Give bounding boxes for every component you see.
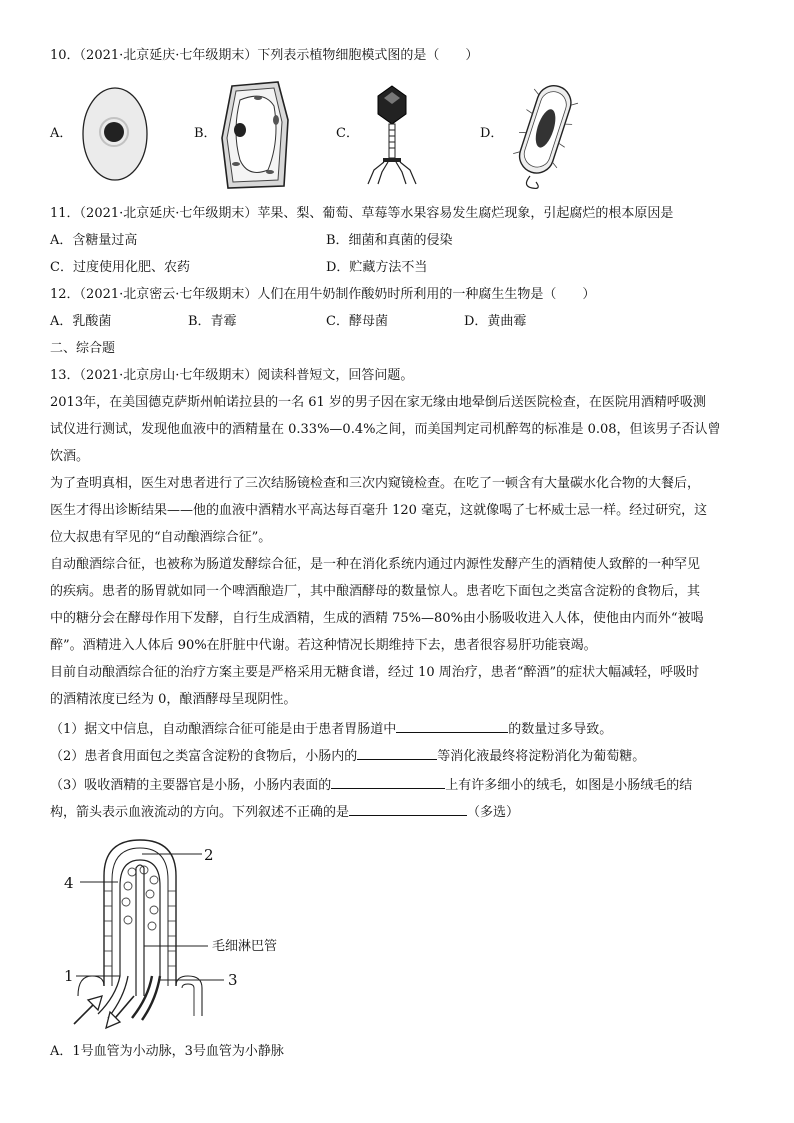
q13-stem: 13．（2021·北京房山·七年级期末）阅读科普短文，回答问题。 [50, 368, 414, 383]
q12-option-d: D．黄曲霉 [464, 314, 527, 329]
q11-option-d: D．贮藏方法不当 [326, 260, 428, 275]
q13-paragraph-2-line-1: 为了查明真相，医生对患者进行了三次结肠镜检查和三次内窥镜检查。在吃了一顿含有大量碳水化合物的大餐后， [50, 476, 701, 491]
q10-stem: 10．（2021·北京延庆·七年级期末）下列表示植物细胞模式图的是（ ） [50, 48, 479, 63]
sub-question-1-text: （1）据文中信息，自动酿酒综合征可能是由于患者胃肠道中 [50, 722, 397, 737]
q13-sub-question-2 [50, 745, 645, 767]
sub-question-2-tail: 等消化液最终将淀粉消化为葡萄糖。 [437, 749, 646, 764]
answer-blank-2[interactable] [357, 745, 437, 760]
figure-label-lymph-capillary: 毛细淋巴管 [212, 939, 278, 954]
q12-option-c: C．酵母菌 [326, 314, 388, 329]
sub-question-3-text: （3）吸收酒精的主要器官是小肠，小肠内表面的 [50, 778, 332, 793]
sub-question-1-tail: 的数量过多导致。 [508, 722, 613, 737]
figure-label-2: 2 [204, 846, 214, 864]
q10-option-d-label: D． [480, 126, 504, 141]
q10-option-a-label: A． [50, 126, 73, 141]
animal-cell-figure [80, 85, 150, 183]
q13-paragraph-2-line-2: 医生才得出诊断结果——他的血液中酒精水平高达每百毫升 120 毫克，这就像喝了七杯威士忌一样。经过研究，这 [50, 503, 708, 518]
intestinal-villus-figure [58, 836, 258, 1032]
q11-option-c: C．过度使用化肥、农药 [50, 260, 190, 275]
q13-paragraph-4-line-2: 的酒精浓度已经为 0，酿酒酵母呈现阴性。 [50, 692, 297, 707]
figure-label-4: 4 [64, 874, 74, 892]
q11-option-a: A．含糖量过高 [50, 233, 138, 248]
q13-paragraph-1-line-1: 2013年，在美国德克萨斯州帕诺拉县的一名 61 岁的男子因在家无缘由地晕倒后送医院检查，在医院用酒精呼吸测 [50, 395, 706, 410]
q11-option-b: B．细菌和真菌的侵染 [326, 233, 453, 248]
bacteriophage-figure [362, 82, 422, 186]
answer-blank-4[interactable] [349, 801, 467, 816]
multi-select-note: （多选） [467, 805, 520, 820]
q13-sub-question-3-line-1 [50, 774, 692, 796]
q13-paragraph-1-line-3: 饮酒。 [50, 449, 90, 464]
q13-paragraph-2-line-3: 位大叔患有罕见的“自动酿酒综合征”。 [50, 530, 272, 545]
q13-paragraph-3-line-1: 自动酿酒综合征，也被称为肠道发酵综合征，是一种在消化系统内通过内源性发酵产生的酒精使人致醉的一种罕见 [50, 557, 701, 572]
q13-paragraph-3-line-2: 的疾病。患者的肠胃就如同一个啤酒酿造厂，其中酿酒酵母的数量惊人。患者吃下面包之类富含淀粉的食物后，其 [50, 584, 701, 599]
bacterium-figure [508, 78, 580, 192]
q13-paragraph-3-line-3: 中的糖分会在酵母作用下发酵，自行生成酒精，生成的酒精 75%—80%由小肠吸收进入人体，使他由内而外“被喝 [50, 611, 704, 626]
q13-paragraph-4-line-1: 目前自动酿酒综合征的治疗方案主要是严格采用无糖食谱，经过 10 周治疗，患者“醉酒”的症状大幅减轻，呼吸时 [50, 665, 700, 680]
q13-paragraph-1-line-2: 试仪进行测试，发现他血液中的酒精量在 0.33%—0.4%之间，而美国判定司机醉驾的标准是 0.08，但该男子否认曾 [50, 422, 721, 437]
plant-cell-figure [218, 80, 292, 192]
q12-option-a: A．乳酸菌 [50, 314, 112, 329]
section-heading: 二、综合题 [50, 341, 116, 356]
sub-question-3-cont: 构，箭头表示血液流动的方向。下列叙述不正确的是 [50, 805, 350, 820]
q10-option-b-label: B． [194, 126, 217, 141]
q11-stem: 11．（2021·北京延庆·七年级期末）苹果、梨、葡萄、草莓等水果容易发生腐烂现象，引起腐烂的根本原因是 [50, 206, 674, 221]
q13-option-a: A．1号血管为小动脉，3号血管为小静脉 [50, 1044, 284, 1059]
sub-question-3-tail: 上有许多细小的绒毛，如图是小肠绒毛的结 [445, 778, 693, 793]
answer-blank-3[interactable] [331, 774, 445, 789]
q12-option-b: B．青霉 [188, 314, 237, 329]
figure-label-1: 1 [64, 967, 74, 985]
figure-label-3: 3 [228, 971, 238, 989]
q13-sub-question-1 [50, 718, 612, 740]
q13-paragraph-3-line-4: 醉”。酒精进入人体后 90%在肝脏中代谢。若这种情况长期维持下去，患者很容易肝功能衰竭。 [50, 638, 597, 653]
answer-blank-1[interactable] [396, 718, 508, 733]
q13-sub-question-3-line-2 [50, 801, 519, 823]
blood-in-arrow-icon [74, 996, 102, 1024]
q10-option-c-label: C． [336, 126, 359, 141]
q12-stem: 12．（2021·北京密云·七年级期末）人们在用牛奶制作酸奶时所利用的一种腐生生物是（ ） [50, 287, 596, 302]
sub-question-2-text: （2）患者食用面包之类富含淀粉的食物后，小肠内的 [50, 749, 358, 764]
